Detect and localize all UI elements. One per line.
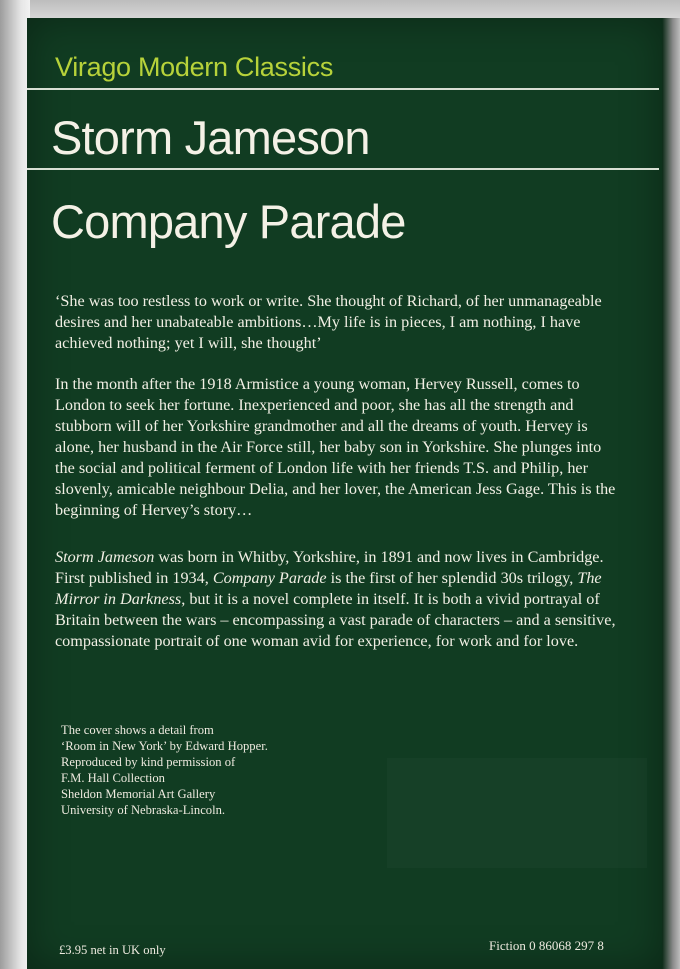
divider-rule xyxy=(27,168,659,170)
credit-line: The cover shows a detail from xyxy=(61,723,214,737)
faded-sticker-mark xyxy=(387,758,647,868)
bio-book-title: Company Parade xyxy=(212,569,327,587)
isbn-label: Fiction 0 86068 297 8 xyxy=(489,938,604,953)
bio-trilogy-title: The Mirror in Darkness xyxy=(55,569,602,608)
bio-text: , but it is a novel complete in itself. It is both a vivid portrayal of Britain between the wars – encompassing a vast parade of characters – and a sensitive, compassionate portrait of one woman avid for experience, for work and for love. xyxy=(55,590,616,650)
author-bio-paragraph xyxy=(55,547,625,652)
series-name: Virago Modern Classics xyxy=(55,52,334,82)
cover-credits xyxy=(61,722,381,818)
credit-line: Sheldon Memorial Art Gallery xyxy=(61,787,216,801)
credit-line: University of Nebraska-Lincoln. xyxy=(61,803,226,817)
credit-line: Reproduced by kind permission of xyxy=(61,755,236,769)
book-title: Company Parade xyxy=(51,195,406,248)
price-label: £3.95 net in UK only xyxy=(59,943,166,957)
book-back-cover xyxy=(27,18,662,969)
credit-line: F.M. Hall Collection xyxy=(61,771,165,785)
author-name: Storm Jameson xyxy=(51,111,370,164)
credit-line: ‘Room in New York’ by Edward Hopper. xyxy=(61,739,268,753)
bio-author-name: Storm Jameson xyxy=(55,548,155,566)
bio-text: is the first of her splendid 30s trilogy, xyxy=(326,569,578,587)
bio-text: was born in Whitby, Yorkshire, in 1891 and now lives in Cambridge. First published in 1934, xyxy=(55,548,604,587)
blurb-quote: ‘She was too restless to work or write. She thought of Richard, of her unmanageable desires and her unabateable ambitions…My life is in pieces, I am nothing, I have achieved nothing; yet I will, she thought’ xyxy=(55,292,602,352)
synopsis-paragraph: In the month after the 1918 Armistice a young woman, Hervey Russell, comes to London to seek her fortune. Inexperienced and poor, she has all the strength and stubborn will of her Yorkshire grandmother and all the dreams of youth. Hervey is alone, her husband in the Air Force still, her baby son in Yorkshire. She plunges into the social and political ferment of London life with her friends T.S. and Philip, her slovenly, amicable neighbour Delia, and her lover, the American Jess Gage. This is the beginning of Hervey’s story… xyxy=(55,375,616,519)
divider-rule xyxy=(27,88,659,90)
book-spine-edge xyxy=(0,0,30,969)
page-right-edge xyxy=(662,18,680,969)
